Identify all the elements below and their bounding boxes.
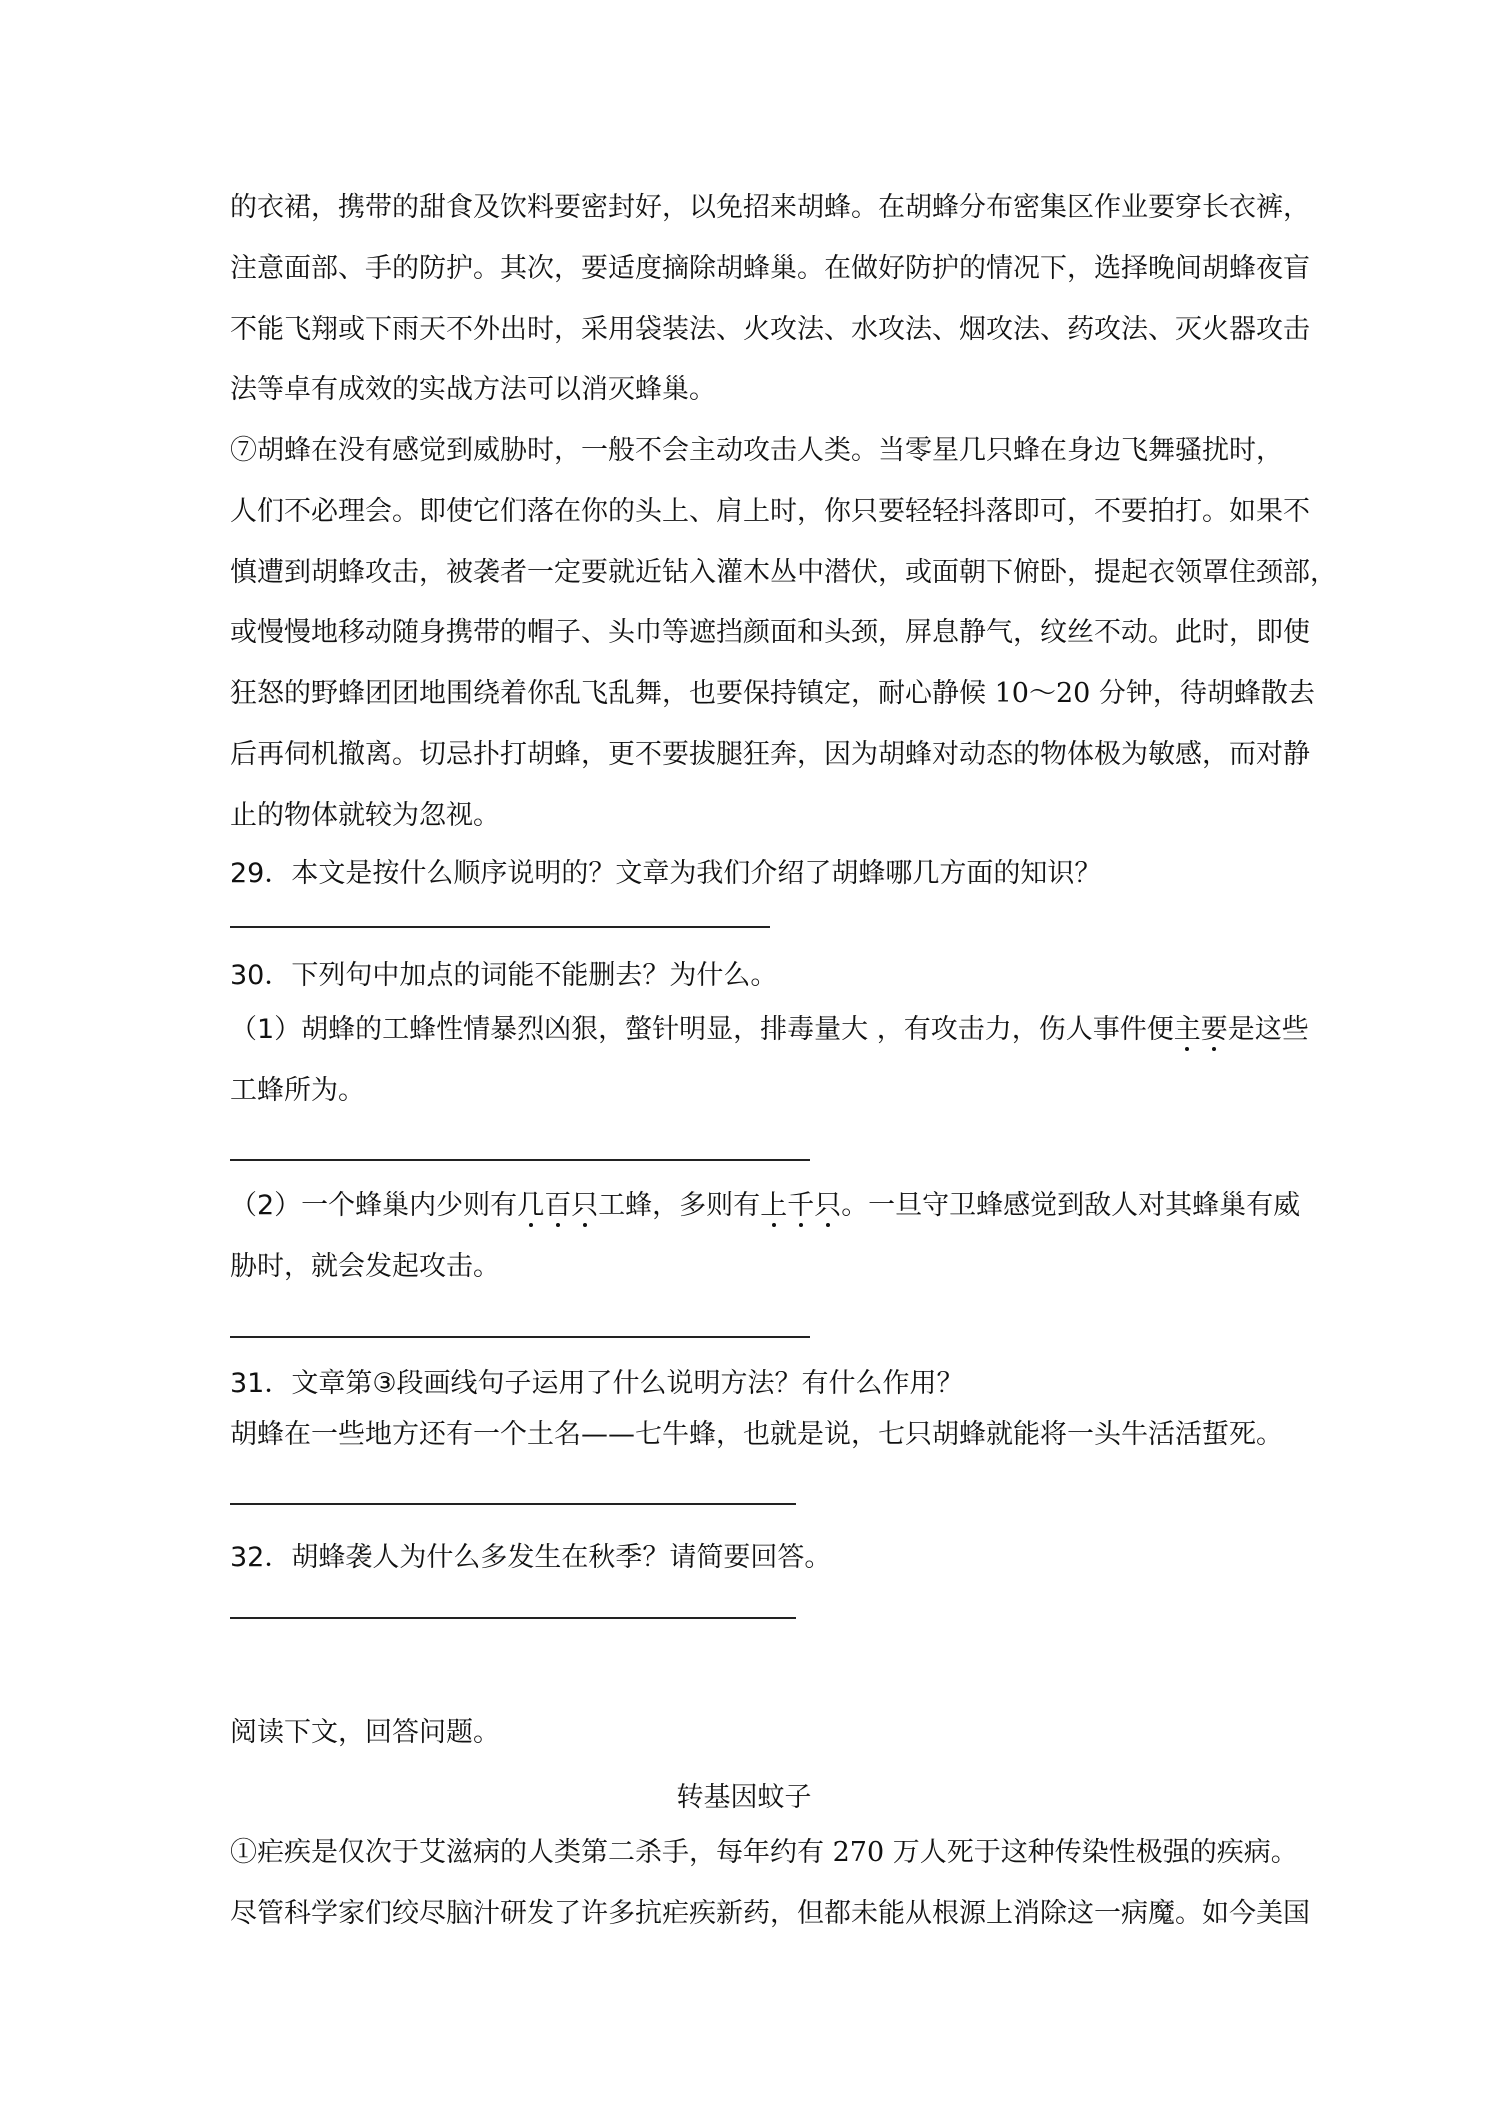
question-30-1-line-2: 工蜂所为。	[230, 1075, 365, 1106]
q30-1-dotted-word	[1174, 1014, 1228, 1045]
question-30-1	[230, 1012, 1309, 1048]
question-30-2-line-2: 胁时，就会发起攻击。	[230, 1251, 500, 1282]
p7-line-2: 人们不必理会。即使它们落在你的头上、肩上时，你只要轻轻抖落即可，不要拍打。如果不	[230, 496, 1310, 527]
question-31-sentence: 胡蜂在一些地方还有一个土名——七牛蜂，也就是说，七只胡蜂就能将一头牛活活蜇死。	[230, 1419, 1283, 1450]
q30-1-text-post: 是这些	[1227, 1014, 1309, 1045]
emphasis-char: 只	[814, 1190, 842, 1221]
p6-line-2: 注意面部、手的防护。其次，要适度摘除胡蜂巢。在做好防护的情况下，选择晚间胡蜂夜盲	[230, 253, 1310, 284]
emphasis-char: 百	[544, 1190, 572, 1221]
q30-2-text-c: 。一旦守卫蜂感觉到敌人对其蜂巢有威	[841, 1190, 1301, 1221]
q30-1-text-pre: （1）胡蜂的工蜂性情暴烈凶狠，螫针明显，排毒量大 ，有攻击力，伤人事件便	[230, 1014, 1174, 1045]
p6-line-4: 法等卓有成效的实战方法可以消灭蜂巢。	[230, 374, 716, 405]
emphasis-char: 千	[787, 1190, 815, 1221]
emphasis-char: 主	[1173, 1014, 1201, 1045]
answer-line-29[interactable]	[230, 926, 770, 928]
reading-instruction: 阅读下文，回答问题。	[230, 1717, 500, 1748]
question-32: 32．胡蜂袭人为什么多发生在秋季？请简要回答。	[230, 1542, 832, 1573]
answer-line-30-1[interactable]	[230, 1159, 810, 1161]
answer-line-32[interactable]	[230, 1617, 796, 1619]
p7-line-1: ⑦胡蜂在没有感觉到威胁时，一般不会主动攻击人类。当零星几只蜂在身边飞舞骚扰时，	[230, 435, 1283, 466]
p7-line-6: 后再伺机撤离。切忌扑打胡蜂，更不要拔腿狂奔，因为胡蜂对动态的物体极为敏感，而对静	[230, 739, 1310, 770]
passage-title: 转基因蚊子	[676, 1782, 812, 1813]
p7-line-4: 或慢慢地移动随身携带的帽子、头巾等遮挡颜面和头颈，屏息静气，纹丝不动。此时，即使	[230, 617, 1310, 648]
emphasis-char: 要	[1200, 1014, 1228, 1045]
p6-line-1: 的衣裙，携带的甜食及饮料要密封好，以免招来胡蜂。在胡蜂分布密集区作业要穿长衣裤，	[230, 192, 1310, 223]
question-29: 29．本文是按什么顺序说明的？文章为我们介绍了胡蜂哪几方面的知识？	[230, 858, 1102, 889]
p7-line-5: 狂怒的野蜂团团地围绕着你乱飞乱舞，也要保持镇定，耐心静候 10～20 分钟，待胡蜂散去	[230, 678, 1315, 709]
q30-2-dotted-word-2	[760, 1190, 841, 1221]
emphasis-char: 几	[517, 1190, 545, 1221]
question-31: 31．文章第③段画线句子运用了什么说明方法？有什么作用？	[230, 1368, 964, 1399]
p2-line-2: 尽管科学家们绞尽脑汁研发了许多抗疟疾新药，但都未能从根源上消除这一病魔。如今美国	[230, 1898, 1310, 1929]
question-30-2	[230, 1188, 1301, 1224]
emphasis-char: 上	[760, 1190, 788, 1221]
answer-line-31[interactable]	[230, 1503, 796, 1505]
answer-line-30-2[interactable]	[230, 1336, 810, 1338]
question-30: 30．下列句中加点的词能不能删去？为什么。	[230, 960, 778, 991]
q30-2-text-b: 工蜂，多则有	[598, 1190, 761, 1221]
p6-line-3: 不能飞翔或下雨天不外出时，采用袋装法、火攻法、水攻法、烟攻法、药攻法、灭火器攻击	[230, 314, 1310, 345]
q30-2-dotted-word-1	[517, 1190, 598, 1221]
p7-line-7: 止的物体就较为忽视。	[230, 800, 500, 831]
p2-line-1: ①疟疾是仅次于艾滋病的人类第二杀手，每年约有 270 万人死于这种传染性极强的疾病。	[230, 1837, 1298, 1868]
p7-line-3: 慎遭到胡蜂攻击，被袭者一定要就近钻入灌木丛中潜伏，或面朝下俯卧，提起衣领罩住颈部，	[230, 557, 1337, 588]
emphasis-char: 只	[571, 1190, 599, 1221]
q30-2-text-a: （2）一个蜂巢内少则有	[230, 1190, 518, 1221]
